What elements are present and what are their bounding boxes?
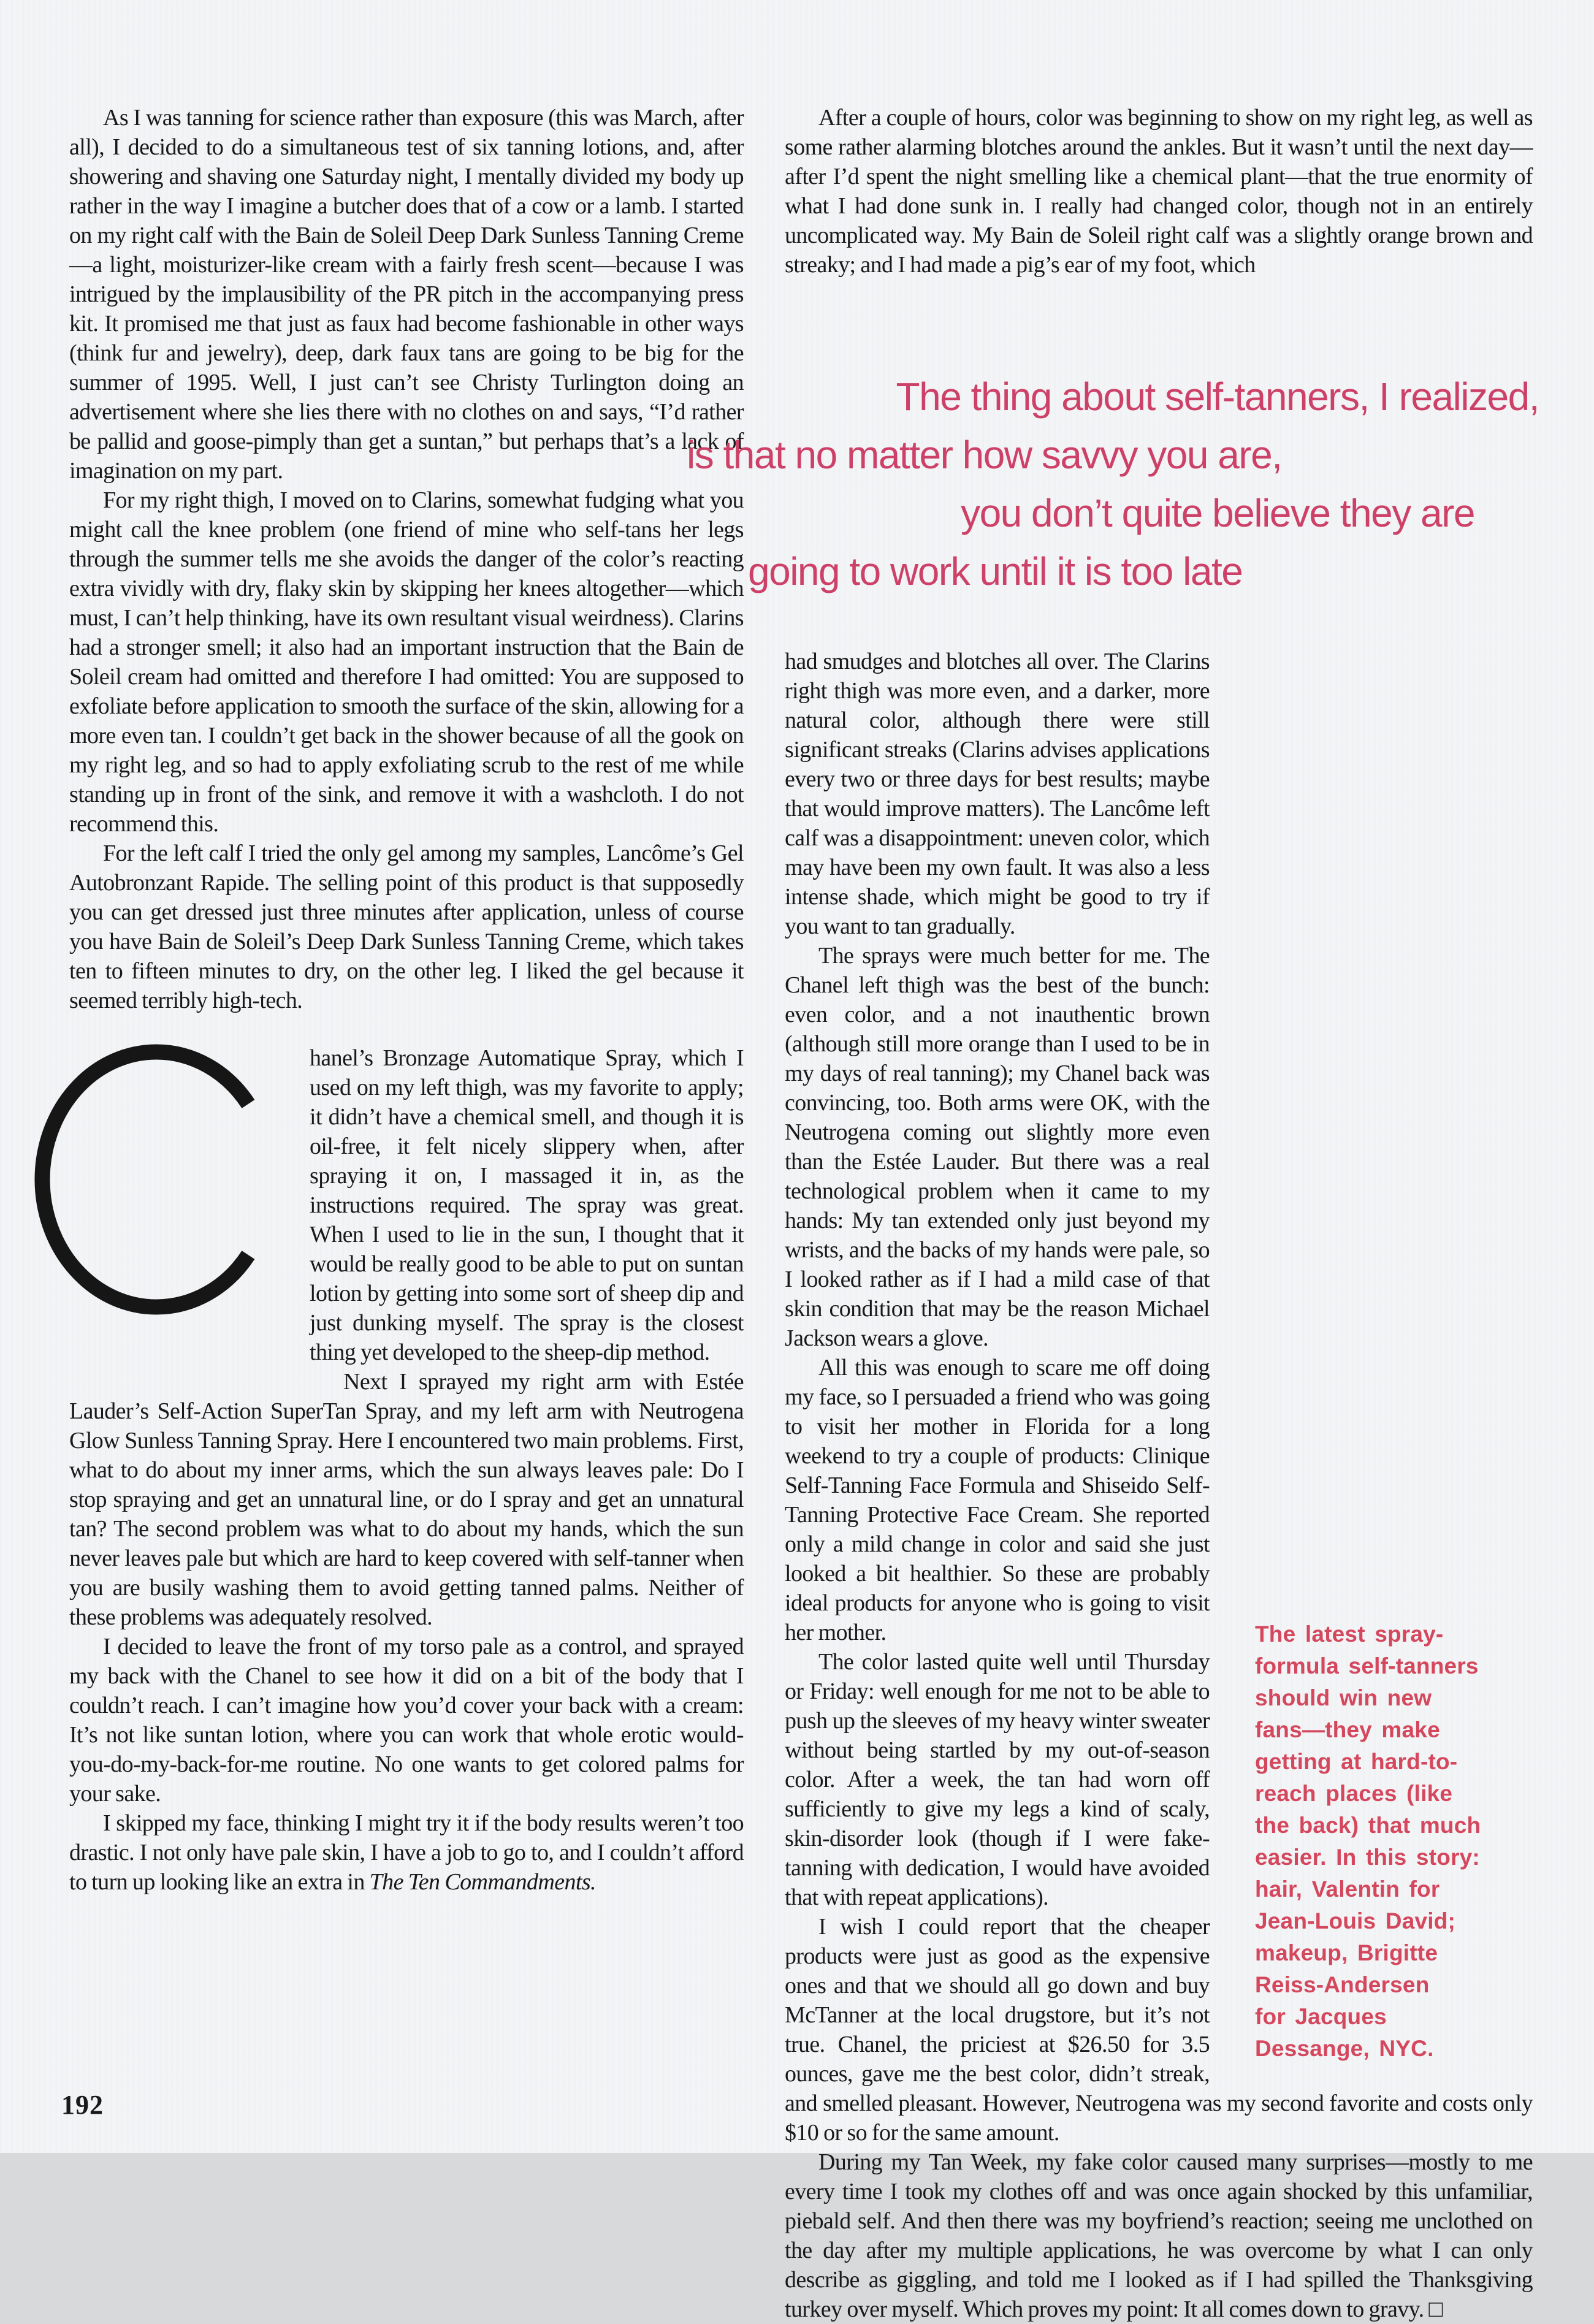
- credits-sidebar-line: reach places (like: [1255, 1781, 1453, 1806]
- text-segment: I wish I could report that the cheaper products were just as good as the expensive ones and that we should all go down and buy McTanner at the local drugstore, but it’s not true. Chanel, the priciest at $26.50 for 3.5 ounces, gave me the best color, didn’t streak, and smelled pleasant. However, Neutrogena was my second favorite and costs only $10 or so for the same amount.: [785, 1914, 1533, 2146]
- left-column: [69, 103, 744, 1897]
- right-column-opening-paragraph: [785, 103, 1533, 280]
- credits-sidebar-line: formula self-tanners: [1255, 1653, 1479, 1678]
- body-paragraph: [69, 1808, 744, 1897]
- credits-sidebar-line: fans—they make: [1255, 1717, 1440, 1742]
- text-segment: All this was enough to scare me off doing my face, so I persuaded a friend who was going to visit her mother in Florida for a long weekend to try a couple of products: Clinique Self-Tanning Face Formula and Shiseido Self-Tanning Protective Face Cream. She reported only a mild change in color and said she just looked a bit healthier. So these are probably ideal products for anyone who is going to visit her mother.: [785, 1355, 1210, 1645]
- credits-sidebar-line: easier. In this story:: [1255, 1845, 1480, 1870]
- body-paragraph: [69, 1367, 744, 1632]
- text-segment: For the left calf I tried the only gel among my samples, Lancôme’s Gel Autobronzant Rapide. The selling point of this product is that supposedly you can get dressed just three minutes after application, unless of course you have Bain de Soleil’s Deep Dark Sunless Tanning Creme, which takes ten to fifteen minutes to dry, on the other leg. I liked the gel because it seemed terribly high-tech.: [69, 840, 744, 1013]
- credits-sidebar-line: The latest spray-: [1255, 1621, 1444, 1647]
- text-segment: hanel’s Bronzage Automatique Spray, which I used on my left thigh, was my favorite to apply; it didn’t have a chemical smell, and though it is oil-free, it felt nicely slippery when, after spraying it on, I massaged it in, as the instructions required. The spray was great. When I used to lie in the sun, I thought that it would be really good to be able to put on suntan lotion by getting into some sort of sheep dip and just dunking myself. The spray is the closest thing yet developed to the sheep-dip method.: [310, 1045, 744, 1365]
- credits-sidebar-line: hair, Valentin for: [1255, 1876, 1440, 1902]
- drop-cap-section: [69, 1043, 744, 1897]
- text-segment: During my Tan Week, my fake color caused many surprises—mostly to me every time I took my clothes off and was once again shocked by this unfamiliar, piebald self. And then there was my boyfriend’s reaction; seeing me unclothed on the day after my multiple applications, he was overcome by what I can only describe as giggling, and told me I looked as if I had spilled the Thanksgiving turkey over myself. Which proves my point: It all comes down to gravy. □: [785, 2149, 1533, 2322]
- pull-quote: [687, 368, 1539, 601]
- credits-sidebar-line: makeup, Brigitte: [1255, 1940, 1438, 1965]
- right-column-after-quote: [785, 647, 1533, 2324]
- credits-sidebar-line: should win new: [1255, 1685, 1432, 1710]
- credits-sidebar-line: Dessange, NYC.: [1255, 2036, 1434, 2061]
- body-paragraph: [69, 486, 744, 839]
- text-segment: The sprays were much better for me. The Chanel left thigh was the best of the bunch: even color, and a not inauthentic brown (although still more orange than I used to be in my days of real tanning); my Chanel back was convincing, too. Both arms were OK, with the Neutrogena coming out slightly more even than the Estée Lauder. But there was a real technological problem when it came to my hands: My tan extended only just beyond my wrists, and the backs of my hands were pale, so I looked rather as if I had a mild case of that skin condition that may be the reason Michael Jackson wears a glove.: [785, 943, 1210, 1351]
- body-paragraph: [69, 1632, 744, 1808]
- text-segment: As I was tanning for science rather than exposure (this was March, after all), I decided to do a simultaneous test of six tanning lotions, and, after showering and shaving one Saturday night, I mentally divided my body up rather in the way I imagine a butcher does that of a cow or a lamb. I started on my right calf with the Bain de Soleil Deep Dark Sunless Tanning Creme—a light, moisturizer-like cream with a fairly fresh scent—because I was intrigued by the implausibility of the PR pitch in the accompanying press kit. It promised me that just as faux had become fashionable in other ways (think fur and jewelry), deep, dark faux tans are going to be big for the summer of 1995. Well, I just can’t see Christy Turlington doing an advertisement where she lies there with no clothes on and says, “I’d rather be pallid and goose-pimply than get a suntan,” but perhaps that’s a lack of imagination on my part.: [69, 105, 744, 484]
- body-paragraph: [785, 2147, 1533, 2324]
- pull-quote-line: The thing about self-tanners, I realized,: [896, 375, 1539, 419]
- credits-sidebar-line: the back) that much: [1255, 1813, 1481, 1838]
- left-column-upper-paragraphs: [69, 103, 744, 1015]
- pull-quote-line: is that no matter how savvy you are,: [687, 433, 1282, 477]
- left-column-lower-paragraphs: [69, 1367, 744, 1897]
- credits-sidebar-line: getting at hard-to-: [1255, 1749, 1458, 1774]
- drop-cap-c-icon: [31, 1043, 288, 1387]
- credits-sidebar-line: Reiss-Andersen: [1255, 1972, 1430, 1997]
- credits-sidebar-line: Jean-Louis David;: [1255, 1908, 1456, 1933]
- text-segment: had smudges and blotches all over. The Clarins right thigh was more even, and a darker, more natural color, although there were still significant streaks (Clarins advises applications every two or three days for best results; maybe that would improve matters). The Lancôme left calf was a disappointment: uneven color, which may have been my own fault. It was also a less intense shade, which might be good to try if you want to tan gradually.: [785, 649, 1210, 939]
- text-segment: I decided to leave the front of my torso pale as a control, and sprayed my back with the Chanel to see how it did on a bit of the body that I couldn’t reach. I can’t imagine how you’d cover your back with a cream: It’s not like suntan lotion, where you can work that whole erotic would-you-do-my-back-for-me routine. No one wants to get colored palms for your sake.: [69, 1634, 744, 1807]
- body-paragraph: [785, 647, 1533, 941]
- body-paragraph: [69, 103, 744, 486]
- italic-text: The Ten Commandments.: [369, 1869, 596, 1895]
- text-segment: After a couple of hours, color was beginning to show on my right leg, as well as some rather alarming blotches around the ankles. But it wasn’t until the next day—after I’d spent the night smelling like a chemical plant—that the true enormity of what I had done sunk in. I really had changed color, though not in an entirely uncomplicated way. My Bain de Soleil right calf was a slightly orange brown and streaky; and I had made a pig’s ear of my foot, which: [785, 105, 1533, 278]
- credits-sidebar-text: [1217, 1618, 1533, 2065]
- credits-sidebar: [1217, 1618, 1533, 2088]
- body-paragraph: [785, 103, 1533, 280]
- credits-sidebar-line: for Jacques: [1255, 2004, 1387, 2029]
- pull-quote-line: going to work until it is too late: [748, 549, 1243, 593]
- text-segment: For my right thigh, I moved on to Clarins, somewhat fudging what you might call the knee problem (one friend of mine who self-tans her legs through the summer tells me she avoids the danger of the color’s reacting extra vividly with dry, flaky skin by skipping her knees altogether—which must, I can’t help thinking, have its own resultant visual weirdness). Clarins had a stronger smell; it also had an important instruction that the Bain de Soleil cream had omitted and therefore I had omitted: You are supposed to exfoliate before application to smooth the surface of the skin, allowing for a more even tan. I couldn’t get back in the shower because of all the gook on my right leg, and so had to apply exfoliating scrub to the rest of me while standing up in front of the sink, and remove it with a washcloth. I do not recommend this.: [69, 487, 744, 837]
- body-paragraph: [69, 839, 744, 1015]
- body-paragraph: [785, 1353, 1533, 1647]
- text-segment: I skipped my face, thinking I might try it if the body results weren’t too drastic. I not only have pale skin, I have a job to go to, and I couldn’t afford to turn up looking like an extra in: [69, 1810, 744, 1895]
- pull-quote-line: you don’t quite believe they are: [961, 491, 1474, 535]
- page-number: 192: [61, 2090, 104, 2120]
- body-paragraph: [785, 941, 1533, 1353]
- text-segment: Next I sprayed my right arm with Estée Lauder’s Self-Action SuperTan Spray, and my left arm with Neutrogena Glow Sunless Tanning Spray. Here I encountered two main problems. First, what to do about my inner arms, which the sun always leaves pale: Do I stop spraying and get an unnatural line, or do I spray and get an unnatural tan? The second problem was what to do about my hands, which the sun never leaves pale but which are hard to keep covered with self-tanner when you are busily washing them to avoid getting tanned palms. Neither of these problems was adequately resolved.: [69, 1369, 744, 1630]
- text-segment: The color lasted quite well until Thursday or Friday: well enough for me not to be able to push up the sleeves of my heavy winter sweater without being startled by my out-of-season color. After a week, the tan had worn off sufficiently to give my legs a kind of scaly, skin-disorder look (though if I were fake-tanning with dedication, I would have avoided that with repeat applications).: [785, 1649, 1210, 1910]
